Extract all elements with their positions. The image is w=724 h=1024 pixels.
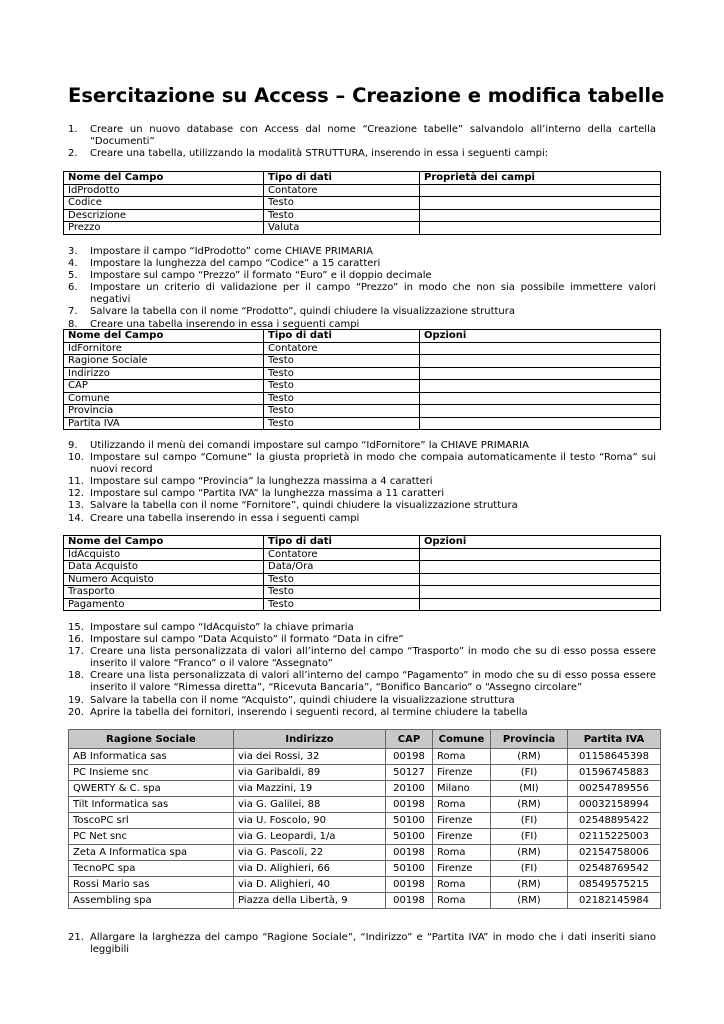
table-cell: Data Acquisto — [64, 561, 264, 574]
table-cell: 02115225003 — [568, 829, 661, 845]
step-number: 16. — [68, 634, 84, 646]
step-text: Salvare la tabella con il nome “Prodotto”, quindi chiudere la visualizzazione struttura — [90, 306, 515, 318]
table-cell: Zeta A Informatica spa — [69, 845, 234, 861]
step-number: 10. — [68, 452, 84, 464]
table-cell: Tilt Informatica sas — [69, 797, 234, 813]
table-row — [69, 829, 661, 845]
table-row — [69, 877, 661, 893]
table-cell: 50100 — [386, 813, 433, 829]
table-row — [64, 598, 661, 611]
table-cell — [420, 392, 661, 405]
table-cell: Testo — [264, 417, 420, 430]
table-cell: Data/Ora — [264, 561, 420, 574]
table-cell: 08549575215 — [568, 877, 661, 893]
table-cell: 02548769542 — [568, 861, 661, 877]
column-header: Nome del Campo — [64, 330, 264, 343]
list-item — [68, 476, 656, 488]
table-cell — [420, 184, 661, 197]
step-text: Impostare sul campo “Prezzo” il formato “Euro” e il doppio decimale — [90, 270, 432, 282]
table-cell: Contatore — [264, 184, 420, 197]
table-cell: Testo — [264, 380, 420, 393]
step-text: Creare una tabella, utilizzando la modalità STRUTTURA, inserendo in essa i seguenti campi: — [90, 148, 549, 160]
table-cell — [420, 380, 661, 393]
table-cell: (RM) — [491, 845, 568, 861]
table-cell: Valuta — [264, 222, 420, 235]
table-cell: Assembling spa — [69, 893, 234, 909]
table-row — [69, 797, 661, 813]
table-cell: (RM) — [491, 877, 568, 893]
table-cell: (FI) — [491, 829, 568, 845]
table-cell — [420, 209, 661, 222]
steps-list — [68, 440, 656, 525]
step-number: 4. — [68, 258, 78, 270]
table-cell — [420, 598, 661, 611]
table-cell: CAP — [64, 380, 264, 393]
list-item — [68, 452, 656, 476]
table-cell — [420, 367, 661, 380]
fornitori-records-table — [68, 729, 661, 909]
step-text: Impostare sul campo “Provincia” la lunghezza massima a 4 caratteri — [90, 476, 433, 488]
table-cell — [420, 561, 661, 574]
list-item — [68, 306, 656, 318]
table-row — [64, 586, 661, 599]
table-cell: IdProdotto — [64, 184, 264, 197]
table-cell — [420, 222, 661, 235]
column-header: Nome del Campo — [64, 536, 264, 549]
table-cell: Testo — [264, 405, 420, 418]
table-cell: AB Informatica sas — [69, 749, 234, 765]
table-cell: 00198 — [386, 845, 433, 861]
page-title: Esercitazione su Access – Creazione e modifica tabelle — [68, 84, 665, 107]
table-row — [69, 893, 661, 909]
table-row — [64, 209, 661, 222]
step-number: 12. — [68, 488, 84, 500]
table-cell: Testo — [264, 392, 420, 405]
column-header: Comune — [433, 730, 491, 749]
list-item — [68, 634, 656, 646]
table-row — [64, 417, 661, 430]
column-header: Indirizzo — [234, 730, 386, 749]
table-row — [64, 184, 661, 197]
step-text: Impostare sul campo “Comune” la giusta proprietà in modo che compaia automaticamente il testo “Roma” sui nuovi record — [90, 452, 656, 476]
step-number: 7. — [68, 306, 78, 318]
step-text: Impostare un criterio di validazione per il campo “Prezzo” in modo che non sia possibile immettere valori negativi — [90, 282, 656, 306]
list-item — [68, 148, 656, 160]
table-cell: 00254789556 — [568, 781, 661, 797]
table-cell: Ragione Sociale — [64, 355, 264, 368]
table-cell: Roma — [433, 797, 491, 813]
table-cell: 20100 — [386, 781, 433, 797]
table-cell: via Garibaldi, 89 — [234, 765, 386, 781]
table-row — [64, 222, 661, 235]
step-number: 19. — [68, 694, 84, 706]
steps-list — [68, 932, 656, 956]
table-cell: PC Net snc — [69, 829, 234, 845]
step-text: Impostare sul campo “Data Acquisto” il formato “Data in cifre” — [90, 634, 404, 646]
step-text: Creare una lista personalizzata di valori all’interno del campo “Trasporto” in modo che su di esso possa essere inserito il valore “Franco” o il valore “Assegnato” — [90, 646, 656, 670]
column-header: Partita IVA — [568, 730, 661, 749]
table-cell: Testo — [264, 209, 420, 222]
list-item — [68, 513, 656, 525]
steps-list — [68, 622, 656, 719]
table-row — [69, 781, 661, 797]
table-cell: 00198 — [386, 877, 433, 893]
table-row — [69, 813, 661, 829]
table-cell: (RM) — [491, 749, 568, 765]
table-cell: 00198 — [386, 749, 433, 765]
step-text: Aprire la tabella dei fornitori, inserendo i seguenti record, al termine chiudere la tabella — [90, 706, 528, 718]
column-header: Tipo di dati — [264, 330, 420, 343]
step-number: 6. — [68, 282, 78, 294]
table-row — [64, 197, 661, 210]
table-cell: via D. Alighieri, 40 — [234, 877, 386, 893]
list-item — [68, 622, 656, 634]
table-cell: via Mazzini, 19 — [234, 781, 386, 797]
step-text: Creare una tabella inserendo in essa i seguenti campi — [90, 512, 360, 524]
table-cell: 02154758006 — [568, 845, 661, 861]
list-item — [68, 282, 656, 306]
table-cell: PC Insieme snc — [69, 765, 234, 781]
table-cell: Provincia — [64, 405, 264, 418]
table-cell: via U. Foscolo, 90 — [234, 813, 386, 829]
table-row — [64, 548, 661, 561]
list-item — [68, 258, 656, 270]
step-number: 14. — [68, 512, 84, 524]
step-text: Creare una tabella inserendo in essa i seguenti campi — [90, 318, 360, 330]
table-cell: Partita IVA — [64, 417, 264, 430]
table-cell: Pagamento — [64, 598, 264, 611]
list-item — [68, 932, 656, 956]
table-cell: Prezzo — [64, 222, 264, 235]
table-cell — [420, 405, 661, 418]
table-cell: Testo — [264, 367, 420, 380]
table-cell: 50100 — [386, 829, 433, 845]
step-number: 2. — [68, 148, 78, 160]
table-cell: Codice — [64, 197, 264, 210]
acquisto-fields-table — [63, 535, 661, 611]
column-header: Tipo di dati — [264, 536, 420, 549]
list-item — [68, 500, 656, 512]
step-text: Creare una lista personalizzata di valori all’interno del campo “Pagamento” in modo che su di esso possa essere inserito il valore “Rimessa diretta”, “Ricevuta Bancaria”, “Bonifico Bancario” o “Assegno circolare” — [90, 670, 656, 694]
table-row — [64, 367, 661, 380]
table-cell: 00032158994 — [568, 797, 661, 813]
table-cell — [420, 342, 661, 355]
steps-list — [68, 246, 656, 331]
table-cell: Firenze — [433, 813, 491, 829]
table-cell: IdFornitore — [64, 342, 264, 355]
table-header-row — [64, 330, 661, 343]
table-cell: TecnoPC spa — [69, 861, 234, 877]
list-item — [68, 246, 656, 258]
table-cell: (RM) — [491, 893, 568, 909]
table-row — [64, 380, 661, 393]
step-number: 20. — [68, 706, 84, 718]
column-header: Provincia — [491, 730, 568, 749]
table-cell: via dei Rossi, 32 — [234, 749, 386, 765]
table-cell: ToscoPC srl — [69, 813, 234, 829]
table-cell: 02548895422 — [568, 813, 661, 829]
table-cell: Firenze — [433, 861, 491, 877]
table-cell: Testo — [264, 197, 420, 210]
column-header: Opzioni — [420, 330, 661, 343]
table-cell: Testo — [264, 355, 420, 368]
table-cell: Descrizione — [64, 209, 264, 222]
table-cell: 50127 — [386, 765, 433, 781]
step-text: Impostare sul campo “Partita IVA” la lunghezza massima a 11 caratteri — [90, 488, 445, 500]
step-number: 8. — [68, 318, 78, 330]
step-number: 15. — [68, 622, 84, 633]
column-header: CAP — [386, 730, 433, 749]
step-text: Allargare la larghezza del campo “Ragione Sociale”, “Indirizzo” e “Partita IVA” in modo che i dati inseriti siano leggibili — [90, 932, 656, 956]
step-number: 3. — [68, 246, 78, 257]
table-cell: 00198 — [386, 797, 433, 813]
step-number: 1. — [68, 124, 78, 135]
table-cell — [420, 548, 661, 561]
table-cell: Testo — [264, 573, 420, 586]
table-cell — [420, 573, 661, 586]
table-cell: Contatore — [264, 548, 420, 561]
step-number: 11. — [68, 476, 84, 488]
step-text: Utilizzando il menù dei comandi impostare sul campo “IdFornitore” la CHIAVE PRIMARIA — [90, 440, 529, 451]
table-row — [64, 405, 661, 418]
step-text: Salvare la tabella con il nome “Fornitore”, quindi chiudere la visualizzazione struttura — [90, 500, 518, 512]
step-text: Impostare sul campo “IdAcquisto” la chiave primaria — [90, 622, 354, 633]
table-row — [64, 342, 661, 355]
table-header-row — [64, 536, 661, 549]
prodotto-fields-table — [63, 171, 661, 235]
table-cell — [420, 417, 661, 430]
table-row — [64, 573, 661, 586]
table-row — [69, 845, 661, 861]
list-item — [68, 270, 656, 282]
table-cell: via G. Galilei, 88 — [234, 797, 386, 813]
table-cell: (FI) — [491, 765, 568, 781]
step-text: Impostare la lunghezza del campo “Codice” a 15 caratteri — [90, 258, 381, 270]
table-cell: (FI) — [491, 861, 568, 877]
steps-list — [68, 124, 656, 160]
step-number: 5. — [68, 270, 78, 282]
table-cell: Piazza della Libertà, 9 — [234, 893, 386, 909]
table-cell: Roma — [433, 893, 491, 909]
table-cell: (FI) — [491, 813, 568, 829]
table-cell: 01158645398 — [568, 749, 661, 765]
fornitore-fields-table — [63, 329, 661, 430]
table-cell: Firenze — [433, 765, 491, 781]
table-row — [64, 392, 661, 405]
step-text: Impostare il campo “IdProdotto” come CHIAVE PRIMARIA — [90, 246, 373, 257]
table-cell: Roma — [433, 749, 491, 765]
table-cell: Milano — [433, 781, 491, 797]
table-cell: Roma — [433, 877, 491, 893]
table-cell: 01596745883 — [568, 765, 661, 781]
table-cell: QWERTY & C. spa — [69, 781, 234, 797]
table-cell — [420, 197, 661, 210]
step-text: Salvare la tabella con il nome “Acquisto”, quindi chiudere la visualizzazione struttura — [90, 694, 515, 706]
table-cell: 02182145984 — [568, 893, 661, 909]
table-cell: 50100 — [386, 861, 433, 877]
table-cell: Testo — [264, 598, 420, 611]
column-header: Ragione Sociale — [69, 730, 234, 749]
list-item — [68, 695, 656, 707]
table-row — [69, 749, 661, 765]
table-cell: Indirizzo — [64, 367, 264, 380]
table-cell: via D. Alighieri, 66 — [234, 861, 386, 877]
table-cell: Roma — [433, 845, 491, 861]
table-cell: (MI) — [491, 781, 568, 797]
column-header: Tipo di dati — [264, 172, 420, 185]
table-cell: Trasporto — [64, 586, 264, 599]
step-number: 9. — [68, 440, 78, 451]
column-header: Nome del Campo — [64, 172, 264, 185]
table-cell: via G. Leopardi, 1/a — [234, 829, 386, 845]
table-cell: Testo — [264, 586, 420, 599]
table-cell: (RM) — [491, 797, 568, 813]
list-item — [68, 707, 656, 719]
table-row — [69, 765, 661, 781]
table-header-row — [64, 172, 661, 185]
table-row — [64, 355, 661, 368]
column-header: Opzioni — [420, 536, 661, 549]
step-number: 18. — [68, 670, 84, 682]
table-cell: Numero Acquisto — [64, 573, 264, 586]
table-row — [69, 861, 661, 877]
step-number: 21. — [68, 932, 84, 943]
table-cell: Comune — [64, 392, 264, 405]
table-row — [64, 561, 661, 574]
step-number: 17. — [68, 646, 84, 658]
list-item — [68, 440, 656, 452]
list-item — [68, 124, 656, 148]
table-header-row — [69, 730, 661, 749]
table-cell — [420, 355, 661, 368]
table-cell: via G. Pascoli, 22 — [234, 845, 386, 861]
step-text: Creare un nuovo database con Access dal nome “Creazione tabelle” salvandolo all’interno della cartella “Documenti” — [90, 124, 656, 148]
column-header: Proprietà dei campi — [420, 172, 661, 185]
table-cell: 00198 — [386, 893, 433, 909]
list-item — [68, 646, 656, 670]
table-cell: Rossi Mario sas — [69, 877, 234, 893]
table-cell — [420, 586, 661, 599]
list-item — [68, 488, 656, 500]
table-cell: IdAcquisto — [64, 548, 264, 561]
step-number: 13. — [68, 500, 84, 512]
list-item — [68, 670, 656, 694]
table-cell: Contatore — [264, 342, 420, 355]
table-cell: Firenze — [433, 829, 491, 845]
